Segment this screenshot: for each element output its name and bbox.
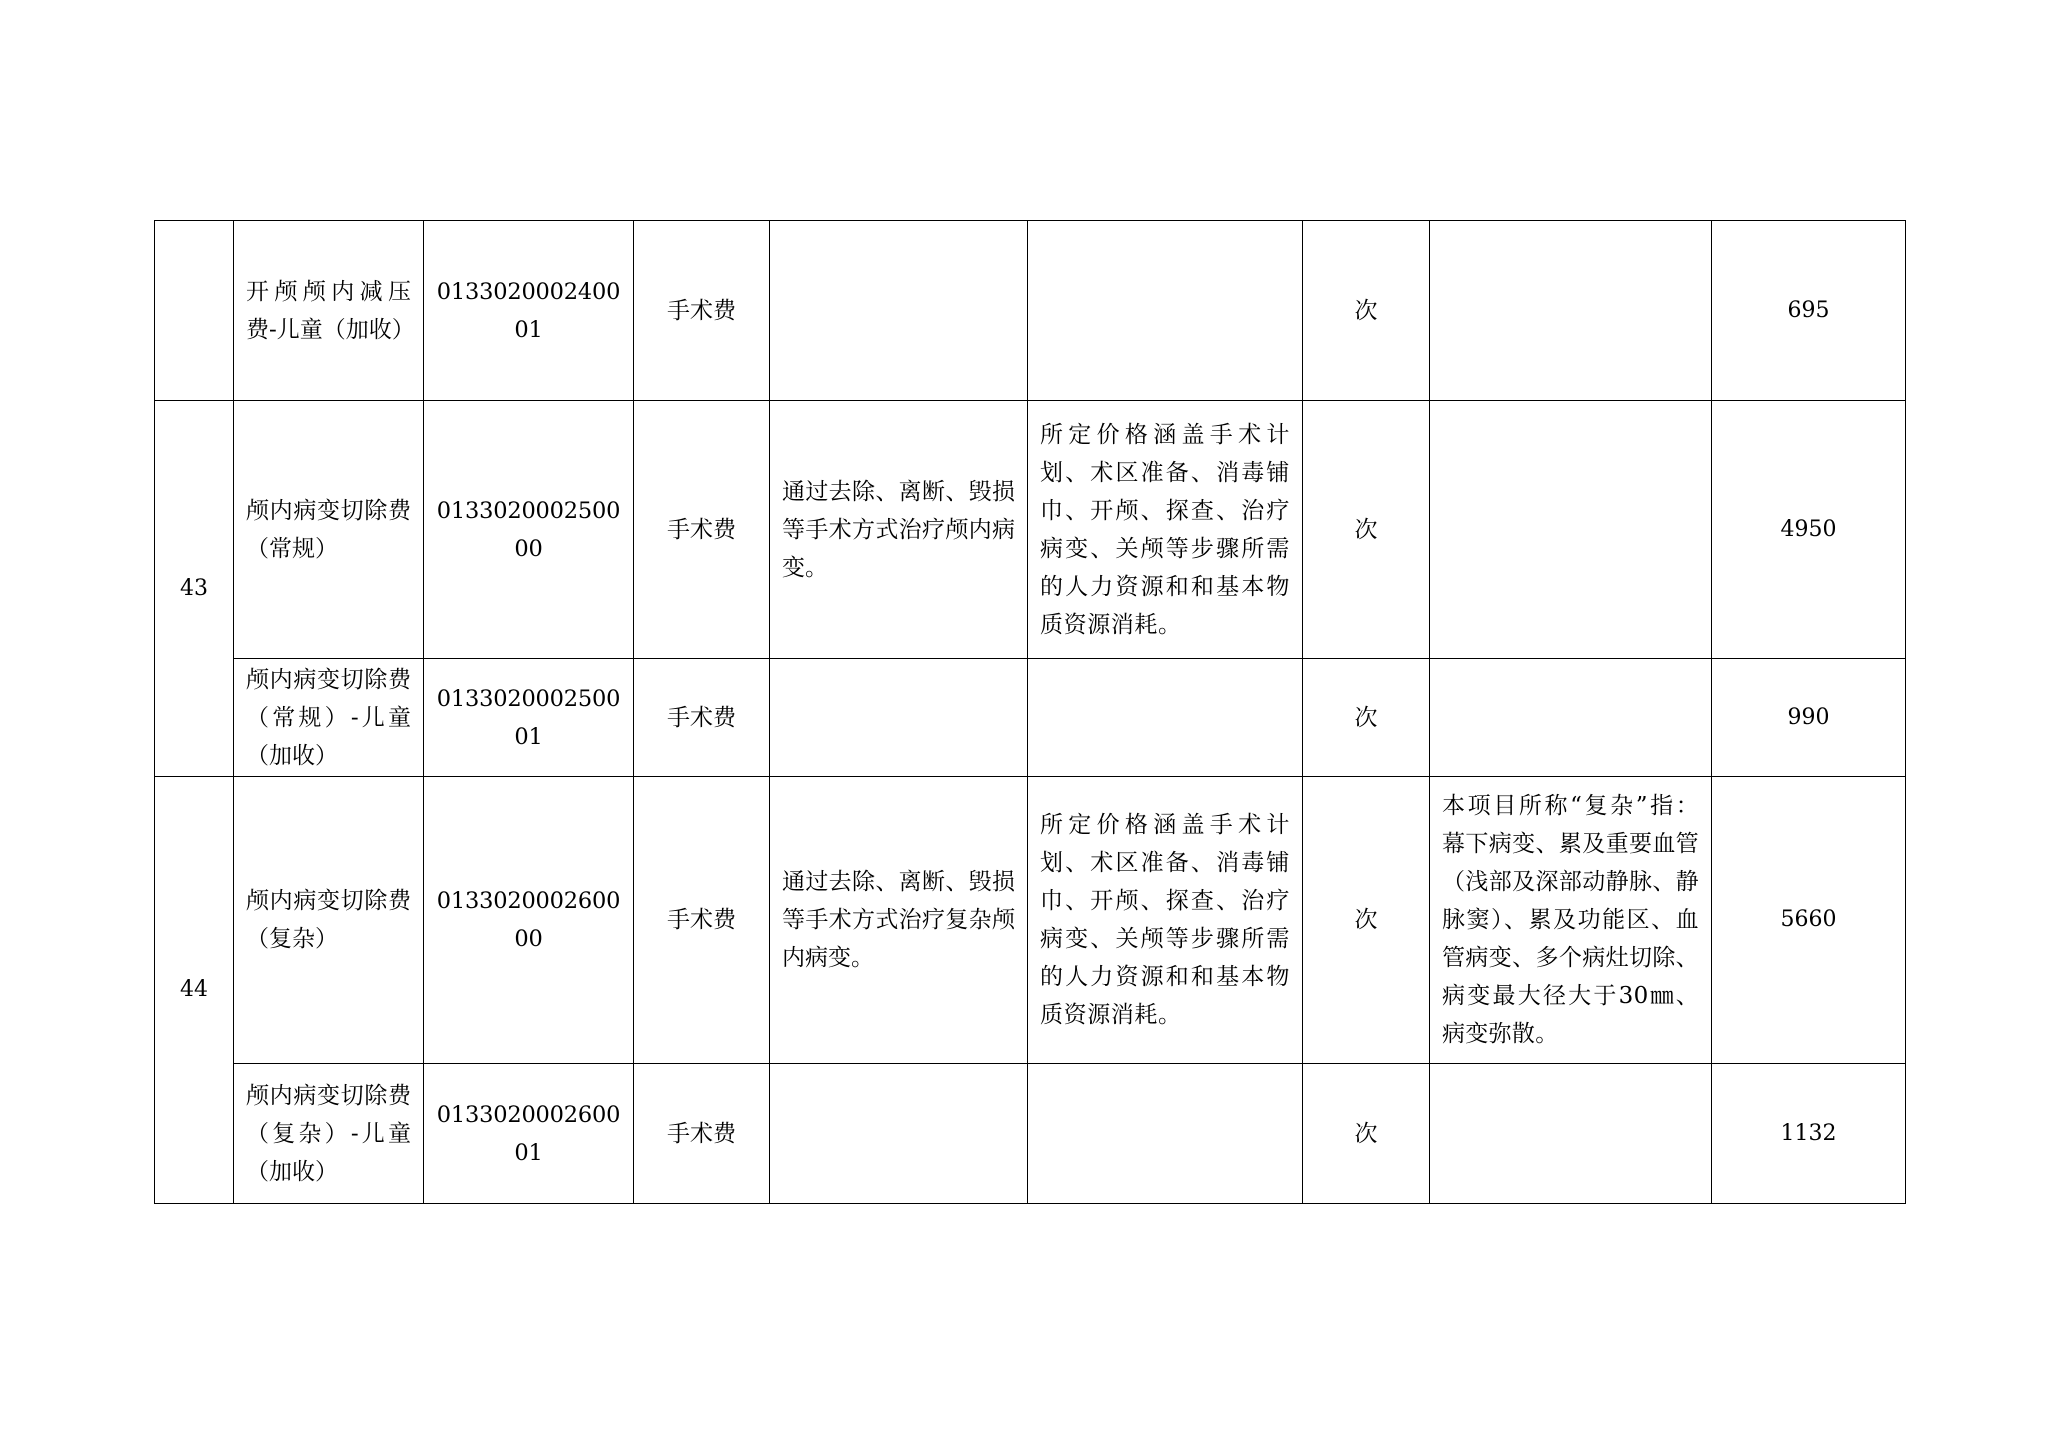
price-scope-cell: 所定价格涵盖手术计划、术区准备、消毒铺巾、开颅、探查、治疗病变、关颅等步骤所需的人力资源和和基本物质资源消耗。: [1028, 777, 1303, 1064]
price-scope-cell: [1028, 1064, 1303, 1204]
fee-type-cell: 手术费: [634, 777, 770, 1064]
price-scope-cell: [1028, 221, 1303, 401]
item-code-cell: 013302000250000: [424, 401, 634, 659]
service-content-cell: [770, 1064, 1028, 1204]
note-cell: [1430, 659, 1712, 777]
item-code-cell: 013302000260000: [424, 777, 634, 1064]
table-row: [155, 1064, 1906, 1204]
price-cell: 695: [1712, 221, 1906, 401]
unit-cell: 次: [1303, 659, 1430, 777]
item-name-cell: 颅内病变切除费（复杂）-儿童（加收）: [234, 1064, 424, 1204]
item-name-cell: 颅内病变切除费（常规）: [234, 401, 424, 659]
row-number-cell: 44: [155, 777, 234, 1204]
fee-table: [154, 220, 1906, 1204]
price-cell: 1132: [1712, 1064, 1906, 1204]
item-name-cell: 开颅颅内减压费-儿童（加收）: [234, 221, 424, 401]
unit-cell: 次: [1303, 221, 1430, 401]
service-content-cell: 通过去除、离断、毁损等手术方式治疗复杂颅内病变。: [770, 777, 1028, 1064]
row-number-cell: [155, 221, 234, 401]
item-name-cell: 颅内病变切除费（复杂）: [234, 777, 424, 1064]
table-row: [155, 401, 1906, 659]
item-code-cell: 013302000240001: [424, 221, 634, 401]
item-code-cell: 013302000250001: [424, 659, 634, 777]
table-row: [155, 221, 1906, 401]
row-number-cell: 43: [155, 401, 234, 777]
unit-cell: 次: [1303, 777, 1430, 1064]
note-cell: [1430, 1064, 1712, 1204]
price-cell: 990: [1712, 659, 1906, 777]
service-content-cell: [770, 221, 1028, 401]
fee-type-cell: 手术费: [634, 1064, 770, 1204]
unit-cell: 次: [1303, 401, 1430, 659]
price-cell: 5660: [1712, 777, 1906, 1064]
unit-cell: 次: [1303, 1064, 1430, 1204]
table-row: [155, 777, 1906, 1064]
table-row: [155, 659, 1906, 777]
note-cell: 本项目所称“复杂”指：幕下病变、累及重要血管（浅部及深部动静脉、静脉窦）、累及功能区、血管病变、多个病灶切除、病变最大径大于30㎜、病变弥散。: [1430, 777, 1712, 1064]
note-cell: [1430, 221, 1712, 401]
service-content-cell: [770, 659, 1028, 777]
price-scope-cell: 所定价格涵盖手术计划、术区准备、消毒铺巾、开颅、探查、治疗病变、关颅等步骤所需的人力资源和和基本物质资源消耗。: [1028, 401, 1303, 659]
note-cell: [1430, 401, 1712, 659]
price-scope-cell: [1028, 659, 1303, 777]
item-name-cell: 颅内病变切除费（常规）-儿童（加收）: [234, 659, 424, 777]
price-cell: 4950: [1712, 401, 1906, 659]
fee-type-cell: 手术费: [634, 221, 770, 401]
fee-type-cell: 手术费: [634, 401, 770, 659]
service-content-cell: 通过去除、离断、毁损等手术方式治疗颅内病变。: [770, 401, 1028, 659]
item-code-cell: 013302000260001: [424, 1064, 634, 1204]
fee-type-cell: 手术费: [634, 659, 770, 777]
